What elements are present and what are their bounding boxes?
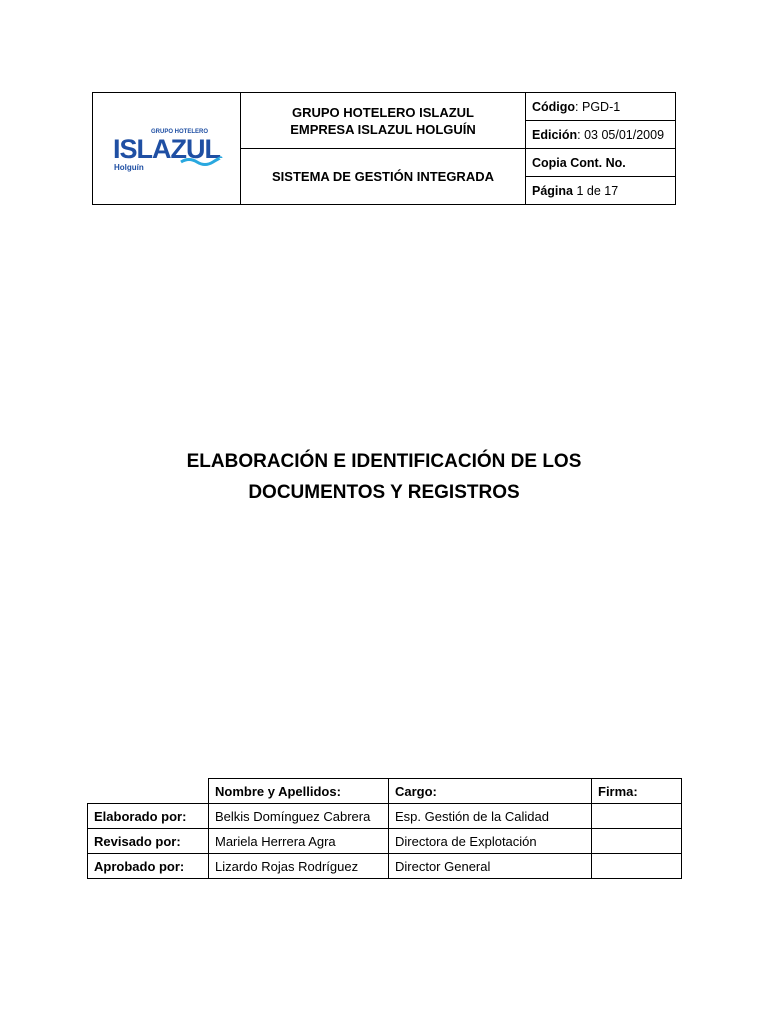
title-line2: DOCUMENTOS Y REGISTROS (248, 482, 520, 503)
row-position: Directora de Explotación (389, 829, 592, 854)
copy-label: Copia Cont. No. (532, 155, 626, 170)
row-name: Lizardo Rojas Rodríguez (209, 854, 389, 879)
document-title (0, 446, 768, 508)
logo-cell (93, 93, 241, 205)
company-line2: EMPRESA ISLAZUL HOLGUÍN (290, 121, 476, 137)
logo-tagline: GRUPO HOTELERO (150, 128, 208, 135)
row-name: Belkis Domínguez Cabrera (209, 804, 389, 829)
company-line1: GRUPO HOTELERO ISLAZUL (292, 104, 474, 120)
islazul-logo-icon (111, 124, 223, 174)
table-row (88, 804, 682, 829)
system-name: SISTEMA DE GESTIÓN INTEGRADA (272, 169, 494, 184)
page-label: Página (532, 183, 573, 198)
company-name-cell (241, 93, 526, 149)
document-header (92, 92, 676, 200)
edition-cell (526, 121, 676, 149)
code-value: : PGD-1 (575, 99, 621, 114)
row-name: Mariela Herrera Agra (209, 829, 389, 854)
row-position: Director General (389, 854, 592, 879)
copy-cell (526, 149, 676, 177)
page-cell (526, 177, 676, 205)
row-position: Esp. Gestión de la Calidad (389, 804, 592, 829)
table-row (88, 854, 682, 879)
empty-corner-cell (88, 779, 209, 804)
title-line1: ELABORACIÓN E IDENTIFICACIÓN DE LOS (186, 451, 582, 472)
header-name: Nombre y Apellidos: (209, 779, 389, 804)
logo-brand: ISLAZUL (112, 133, 220, 164)
row-role: Elaborado por: (88, 804, 209, 829)
islazul-logo (93, 93, 240, 204)
row-signature (592, 829, 682, 854)
approval-table (87, 778, 681, 879)
code-cell (526, 93, 676, 121)
code-label: Código (532, 99, 576, 114)
logo-subtitle: Holguín (113, 162, 144, 172)
edition-value: : 03 05/01/2009 (577, 127, 665, 142)
edition-label: Edición (532, 127, 578, 142)
system-cell (241, 149, 526, 205)
table-row (88, 829, 682, 854)
row-signature (592, 854, 682, 879)
header-signature: Firma: (592, 779, 682, 804)
header-position: Cargo: (389, 779, 592, 804)
row-role: Revisado por: (88, 829, 209, 854)
approval-header-row (88, 779, 682, 804)
row-role: Aprobado por: (88, 854, 209, 879)
row-signature (592, 804, 682, 829)
page-value: 1 de 17 (573, 183, 619, 198)
